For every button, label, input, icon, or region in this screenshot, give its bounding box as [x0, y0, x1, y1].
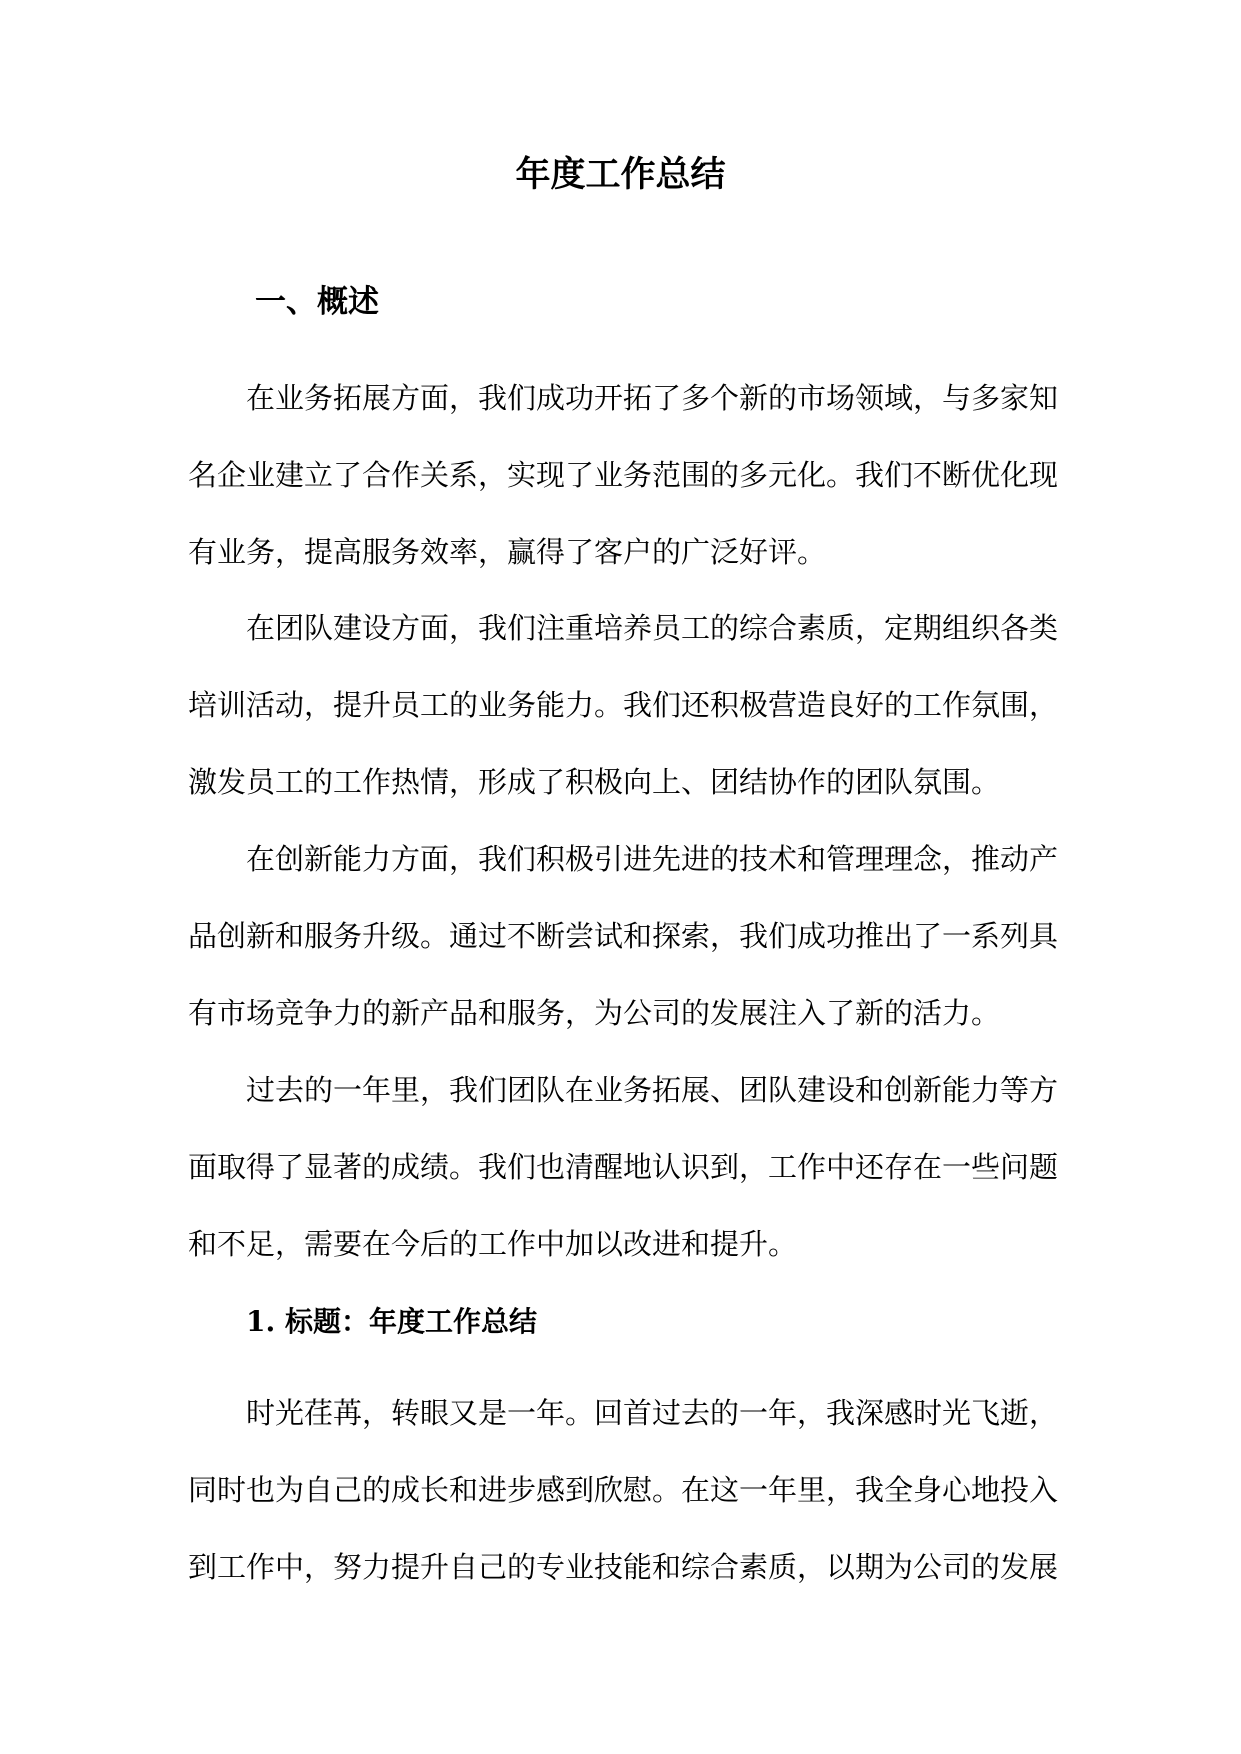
- subsection-heading-title: 1. 标题：年度工作总结: [246, 1305, 537, 1338]
- paragraph-business-expansion: 在业务拓展方面，我们成功开拓了多个新的市场领域，与多家知名企业建立了合作关系，实现了业务范围的多元化。我们不断优化现有业务，提高服务效率，赢得了客户的广泛好评。: [188, 381, 1059, 569]
- paragraph-innovation: 在创新能力方面，我们积极引进先进的技术和管理理念，推动产品创新和服务升级。通过不断尝试和探索，我们成功推出了一系列具有市场竞争力的新产品和服务，为公司的发展注入了新的活力。: [188, 842, 1059, 1030]
- section-heading-overview: 一、概述: [255, 284, 379, 320]
- paragraph-summary: 过去的一年里，我们团队在业务拓展、团队建设和创新能力等方面取得了显著的成绩。我们也清醒地认识到，工作中还存在一些问题和不足，需要在今后的工作中加以改进和提升。: [188, 1073, 1059, 1261]
- document-title: 年度工作总结: [515, 154, 726, 195]
- paragraph-team-building: 在团队建设方面，我们注重培养员工的综合素质，定期组织各类培训活动，提升员工的业务能力。我们还积极营造良好的工作氛围，激发员工的工作热情，形成了积极向上、团结协作的团队氛围。: [188, 611, 1059, 799]
- paragraph-reflection: 时光荏苒，转眼又是一年。回首过去的一年，我深感时光飞逝，同时也为自己的成长和进步感到欣慰。在这一年里，我全身心地投入到工作中，努力提升自己的专业技能和综合素质，以期为公司的发展: [188, 1396, 1059, 1584]
